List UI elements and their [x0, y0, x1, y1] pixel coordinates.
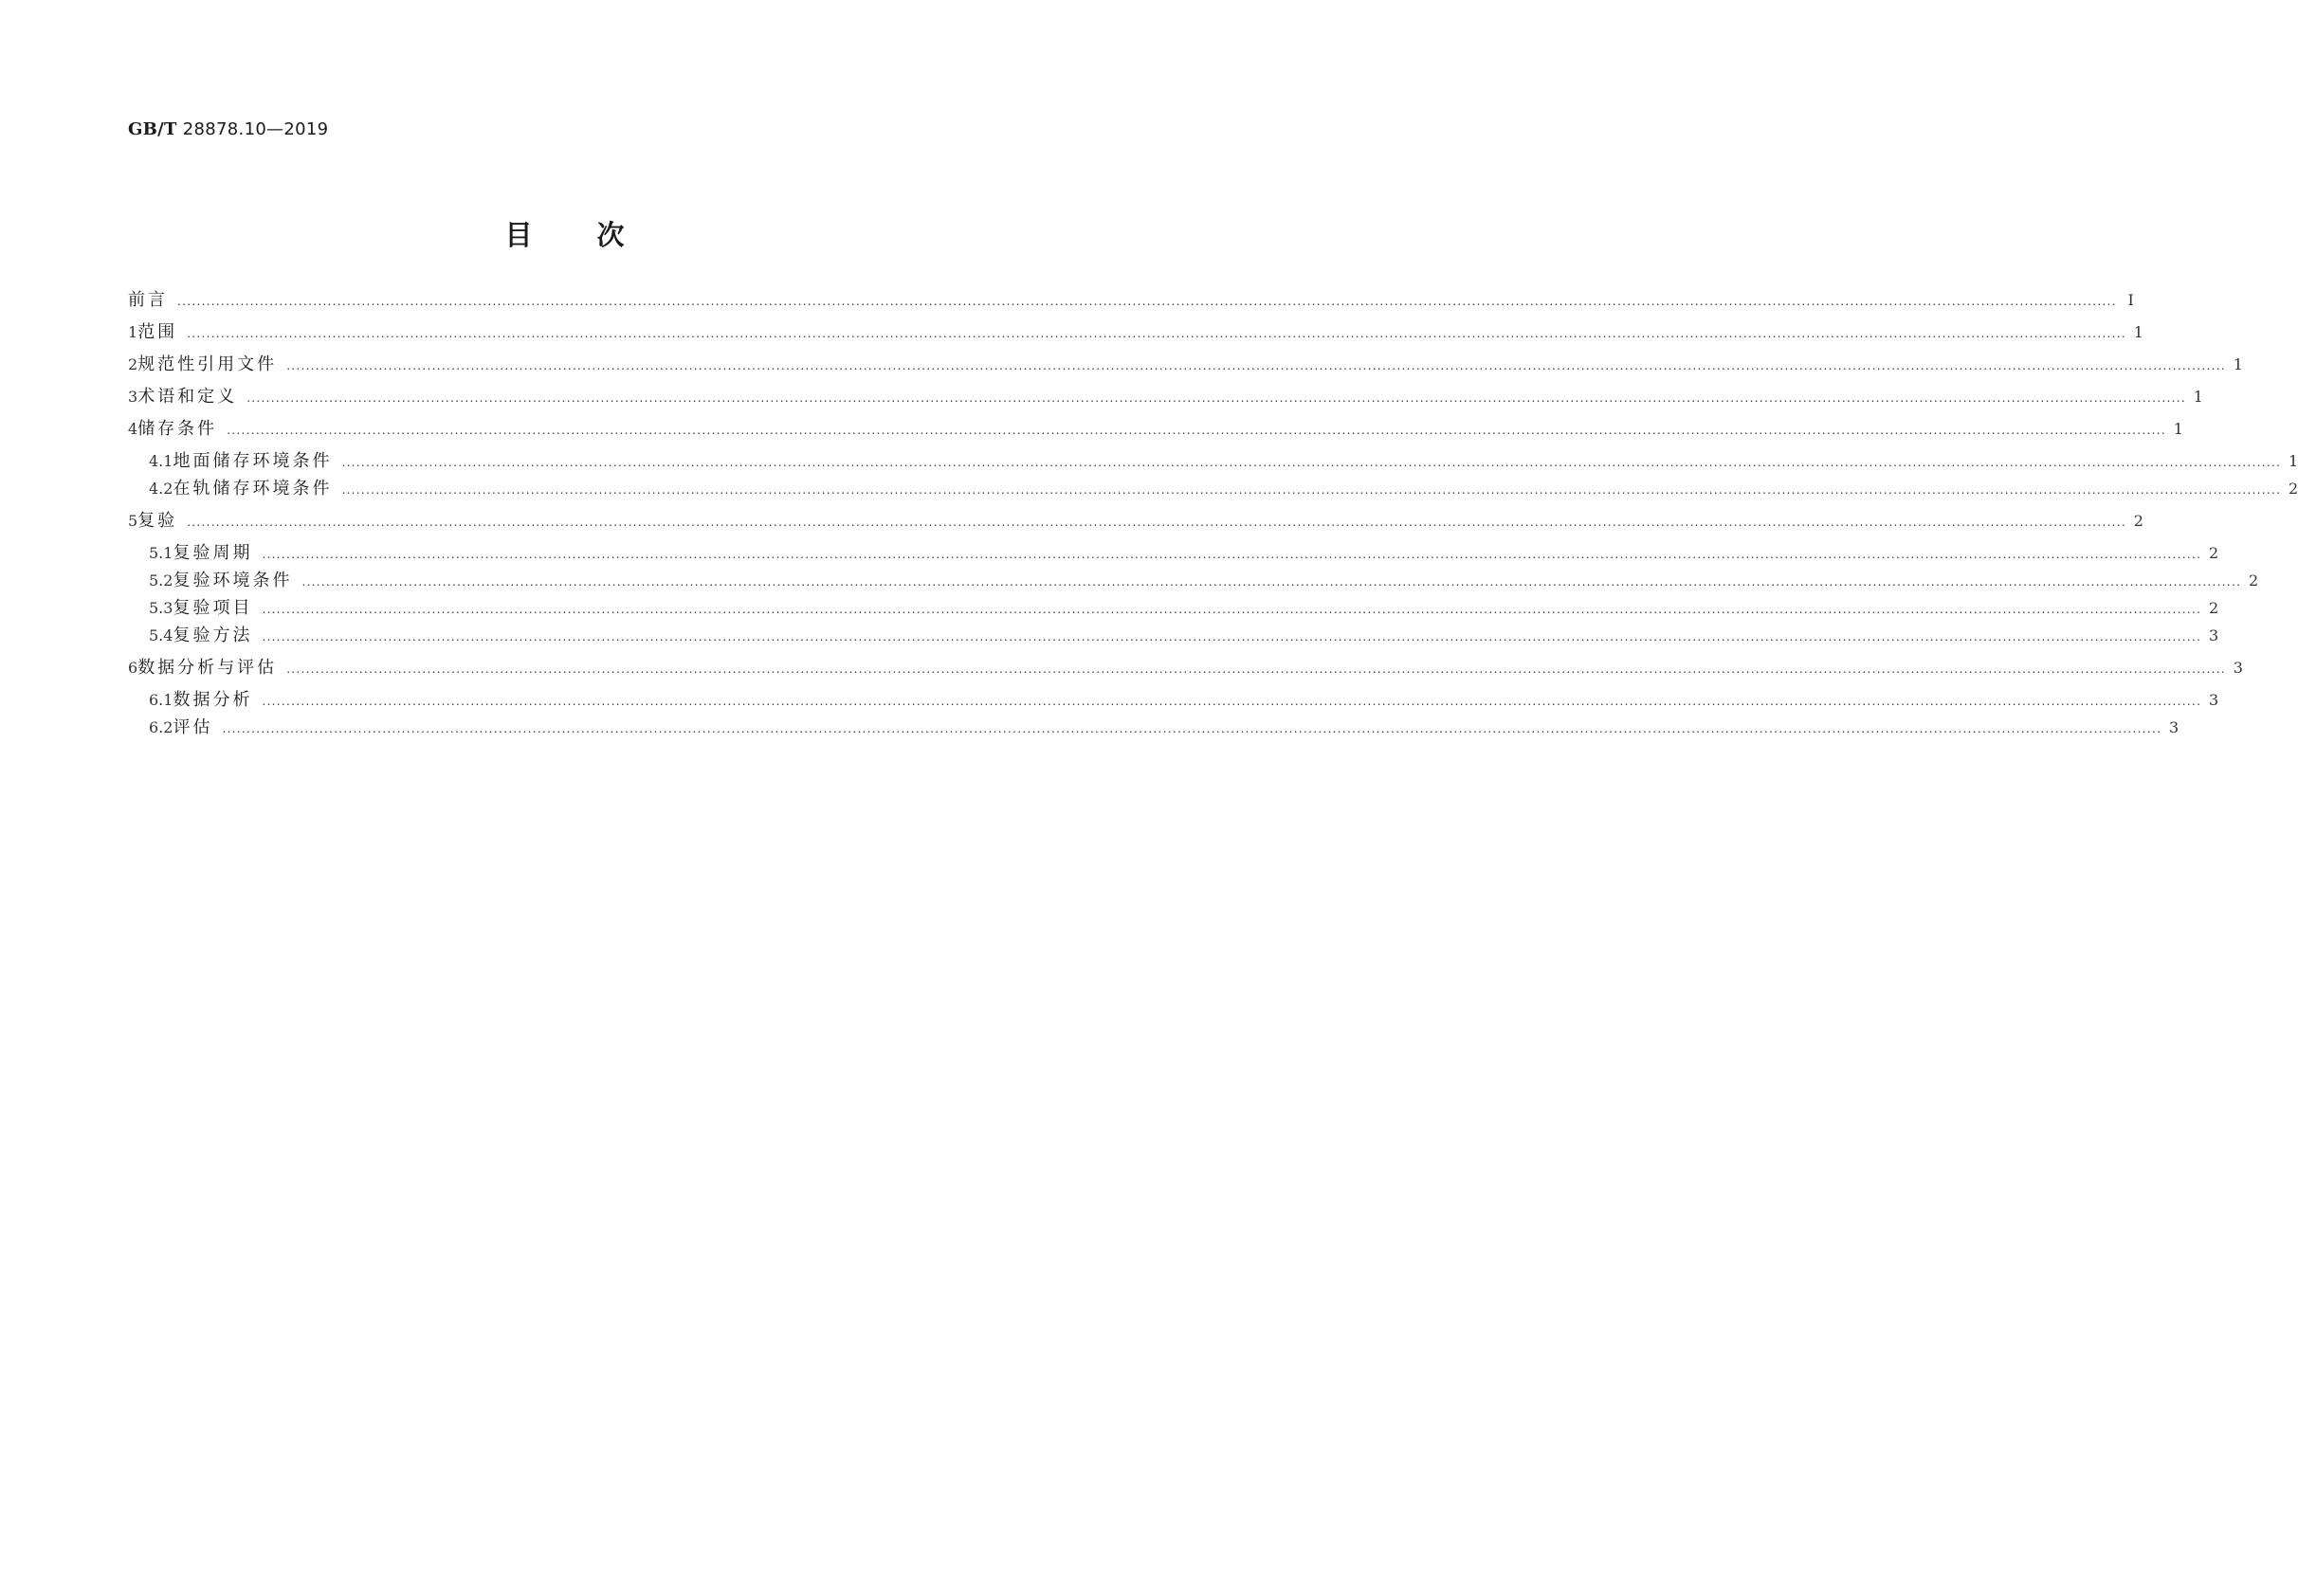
toc-entry[interactable] [149, 716, 2179, 740]
toc-entry-number: 4.1 [149, 452, 173, 470]
toc-entry-number: 5.4 [149, 626, 173, 644]
toc-leader-dots: ................................................................................................................................................................................................................................................................................................................................................................................................................ [262, 695, 2202, 708]
title-char-1: 目 [504, 219, 533, 251]
page-title [0, 214, 1129, 253]
toc-entry-label: 储存条件 [137, 419, 218, 439]
toc-leader-dots: ................................................................................................................................................................................................................................................................................................................................................................................................................ [262, 548, 2202, 561]
toc-entry[interactable] [128, 656, 2243, 680]
toc-entry-page: 1 [2133, 323, 2143, 341]
toc-entry[interactable] [149, 449, 2298, 474]
standard-prefix: GB/T [128, 119, 177, 139]
toc-leader-dots: ................................................................................................................................................................................................................................................................................................................................................................................................................ [222, 722, 2162, 735]
toc-entry-number: 5.1 [149, 544, 173, 562]
toc-entry-page: 1 [2193, 388, 2203, 406]
toc-entry-page: 1 [2233, 355, 2243, 373]
toc-leader-dots: ................................................................................................................................................................................................................................................................................................................................................................................................................ [246, 391, 2186, 405]
toc-entry-page: 2 [2133, 512, 2143, 530]
toc-entry-label: 规范性引用文件 [137, 354, 278, 374]
toc-entry-label: 数据分析 [173, 690, 253, 710]
toc-entry-number: 4.2 [149, 480, 173, 498]
toc-entry-number: 5.3 [149, 599, 173, 617]
toc-entry-label: 范围 [137, 322, 178, 342]
title-char-2: 次 [596, 219, 625, 251]
toc-entry-label: 地面储存环境条件 [173, 451, 333, 471]
toc-entry[interactable] [149, 624, 2219, 648]
toc-entry-page: 1 [2173, 420, 2183, 438]
document-code [128, 119, 328, 139]
toc-entry-label: 复验环境条件 [173, 571, 293, 590]
toc-leader-dots: ................................................................................................................................................................................................................................................................................................................................................................................................................ [262, 603, 2202, 616]
toc-leader-dots: ................................................................................................................................................................................................................................................................................................................................................................................................................ [286, 662, 2226, 676]
toc-entry-label: 复验方法 [173, 626, 253, 645]
toc-entry-page: 2 [2249, 571, 2259, 589]
toc-entry[interactable] [128, 353, 2243, 377]
toc-entry[interactable] [149, 688, 2219, 713]
toc-entry-number: 5 [128, 512, 138, 530]
toc-leader-dots: ................................................................................................................................................................................................................................................................................................................................................................................................................ [262, 630, 2202, 644]
toc-entry[interactable] [128, 417, 2183, 442]
toc-entry[interactable] [128, 385, 2203, 409]
toc-entry-label: 术语和定义 [137, 387, 238, 407]
toc-entry-label: 评估 [173, 717, 213, 737]
toc-entry-page: 3 [2209, 626, 2219, 644]
toc-entry-label: 复验项目 [173, 598, 253, 618]
toc-entry-page: 3 [2169, 718, 2179, 736]
toc-leader-dots: ................................................................................................................................................................................................................................................................................................................................................................................................................ [341, 483, 2282, 497]
toc-entry-label: 复验周期 [173, 543, 253, 563]
standard-number: 28878.10—2019 [182, 119, 329, 139]
toc-entry-number: 4 [128, 420, 138, 438]
toc-entry[interactable] [128, 320, 2143, 345]
toc-entry-number: 6.1 [149, 691, 173, 709]
toc-entry-number: 6 [128, 659, 138, 677]
toc-entry[interactable] [149, 477, 2298, 501]
toc-entry-number: 2 [128, 355, 138, 373]
toc-entry-page: 2 [2289, 480, 2298, 498]
toc-entry[interactable] [128, 288, 2134, 313]
toc-leader-dots: ................................................................................................................................................................................................................................................................................................................................................................................................................ [187, 516, 2126, 529]
toc-leader-dots: ................................................................................................................................................................................................................................................................................................................................................................................................................ [301, 575, 2242, 589]
toc-entry-page: 2 [2209, 544, 2219, 562]
toc-entry[interactable] [149, 541, 2219, 566]
toc-entry-page: Ⅰ [2127, 291, 2134, 309]
toc-entry-number: 3 [128, 388, 138, 406]
toc-leader-dots: ................................................................................................................................................................................................................................................................................................................................................................................................................ [187, 327, 2126, 340]
toc-entry-label: 复验 [137, 511, 178, 531]
toc-entry-number: 6.2 [149, 718, 173, 736]
toc-leader-dots: ................................................................................................................................................................................................................................................................................................................................................................................................................ [341, 456, 2282, 469]
toc-leader-dots: ................................................................................................................................................................................................................................................................................................................................................................................................................ [286, 359, 2226, 372]
toc-leader-dots: ................................................................................................................................................................................................................................................................................................................................................................................................................ [177, 295, 2117, 308]
toc-entry[interactable] [128, 509, 2143, 534]
toc-entry-number: 1 [128, 323, 138, 341]
toc-entry-page: 2 [2209, 599, 2219, 617]
toc-entry-label: 数据分析与评估 [137, 658, 278, 678]
toc-entry-page: 1 [2289, 452, 2298, 470]
toc-entry-page: 3 [2209, 691, 2219, 709]
toc-entry-label: 在轨储存环境条件 [173, 479, 333, 499]
toc-entry-label: 前言 [128, 290, 168, 310]
toc-leader-dots: ................................................................................................................................................................................................................................................................................................................................................................................................................ [227, 424, 2166, 437]
toc-entry-page: 3 [2233, 659, 2243, 677]
toc-entry-number: 5.2 [149, 571, 173, 589]
toc-entry[interactable] [149, 596, 2219, 621]
toc-entry[interactable] [149, 569, 2259, 593]
